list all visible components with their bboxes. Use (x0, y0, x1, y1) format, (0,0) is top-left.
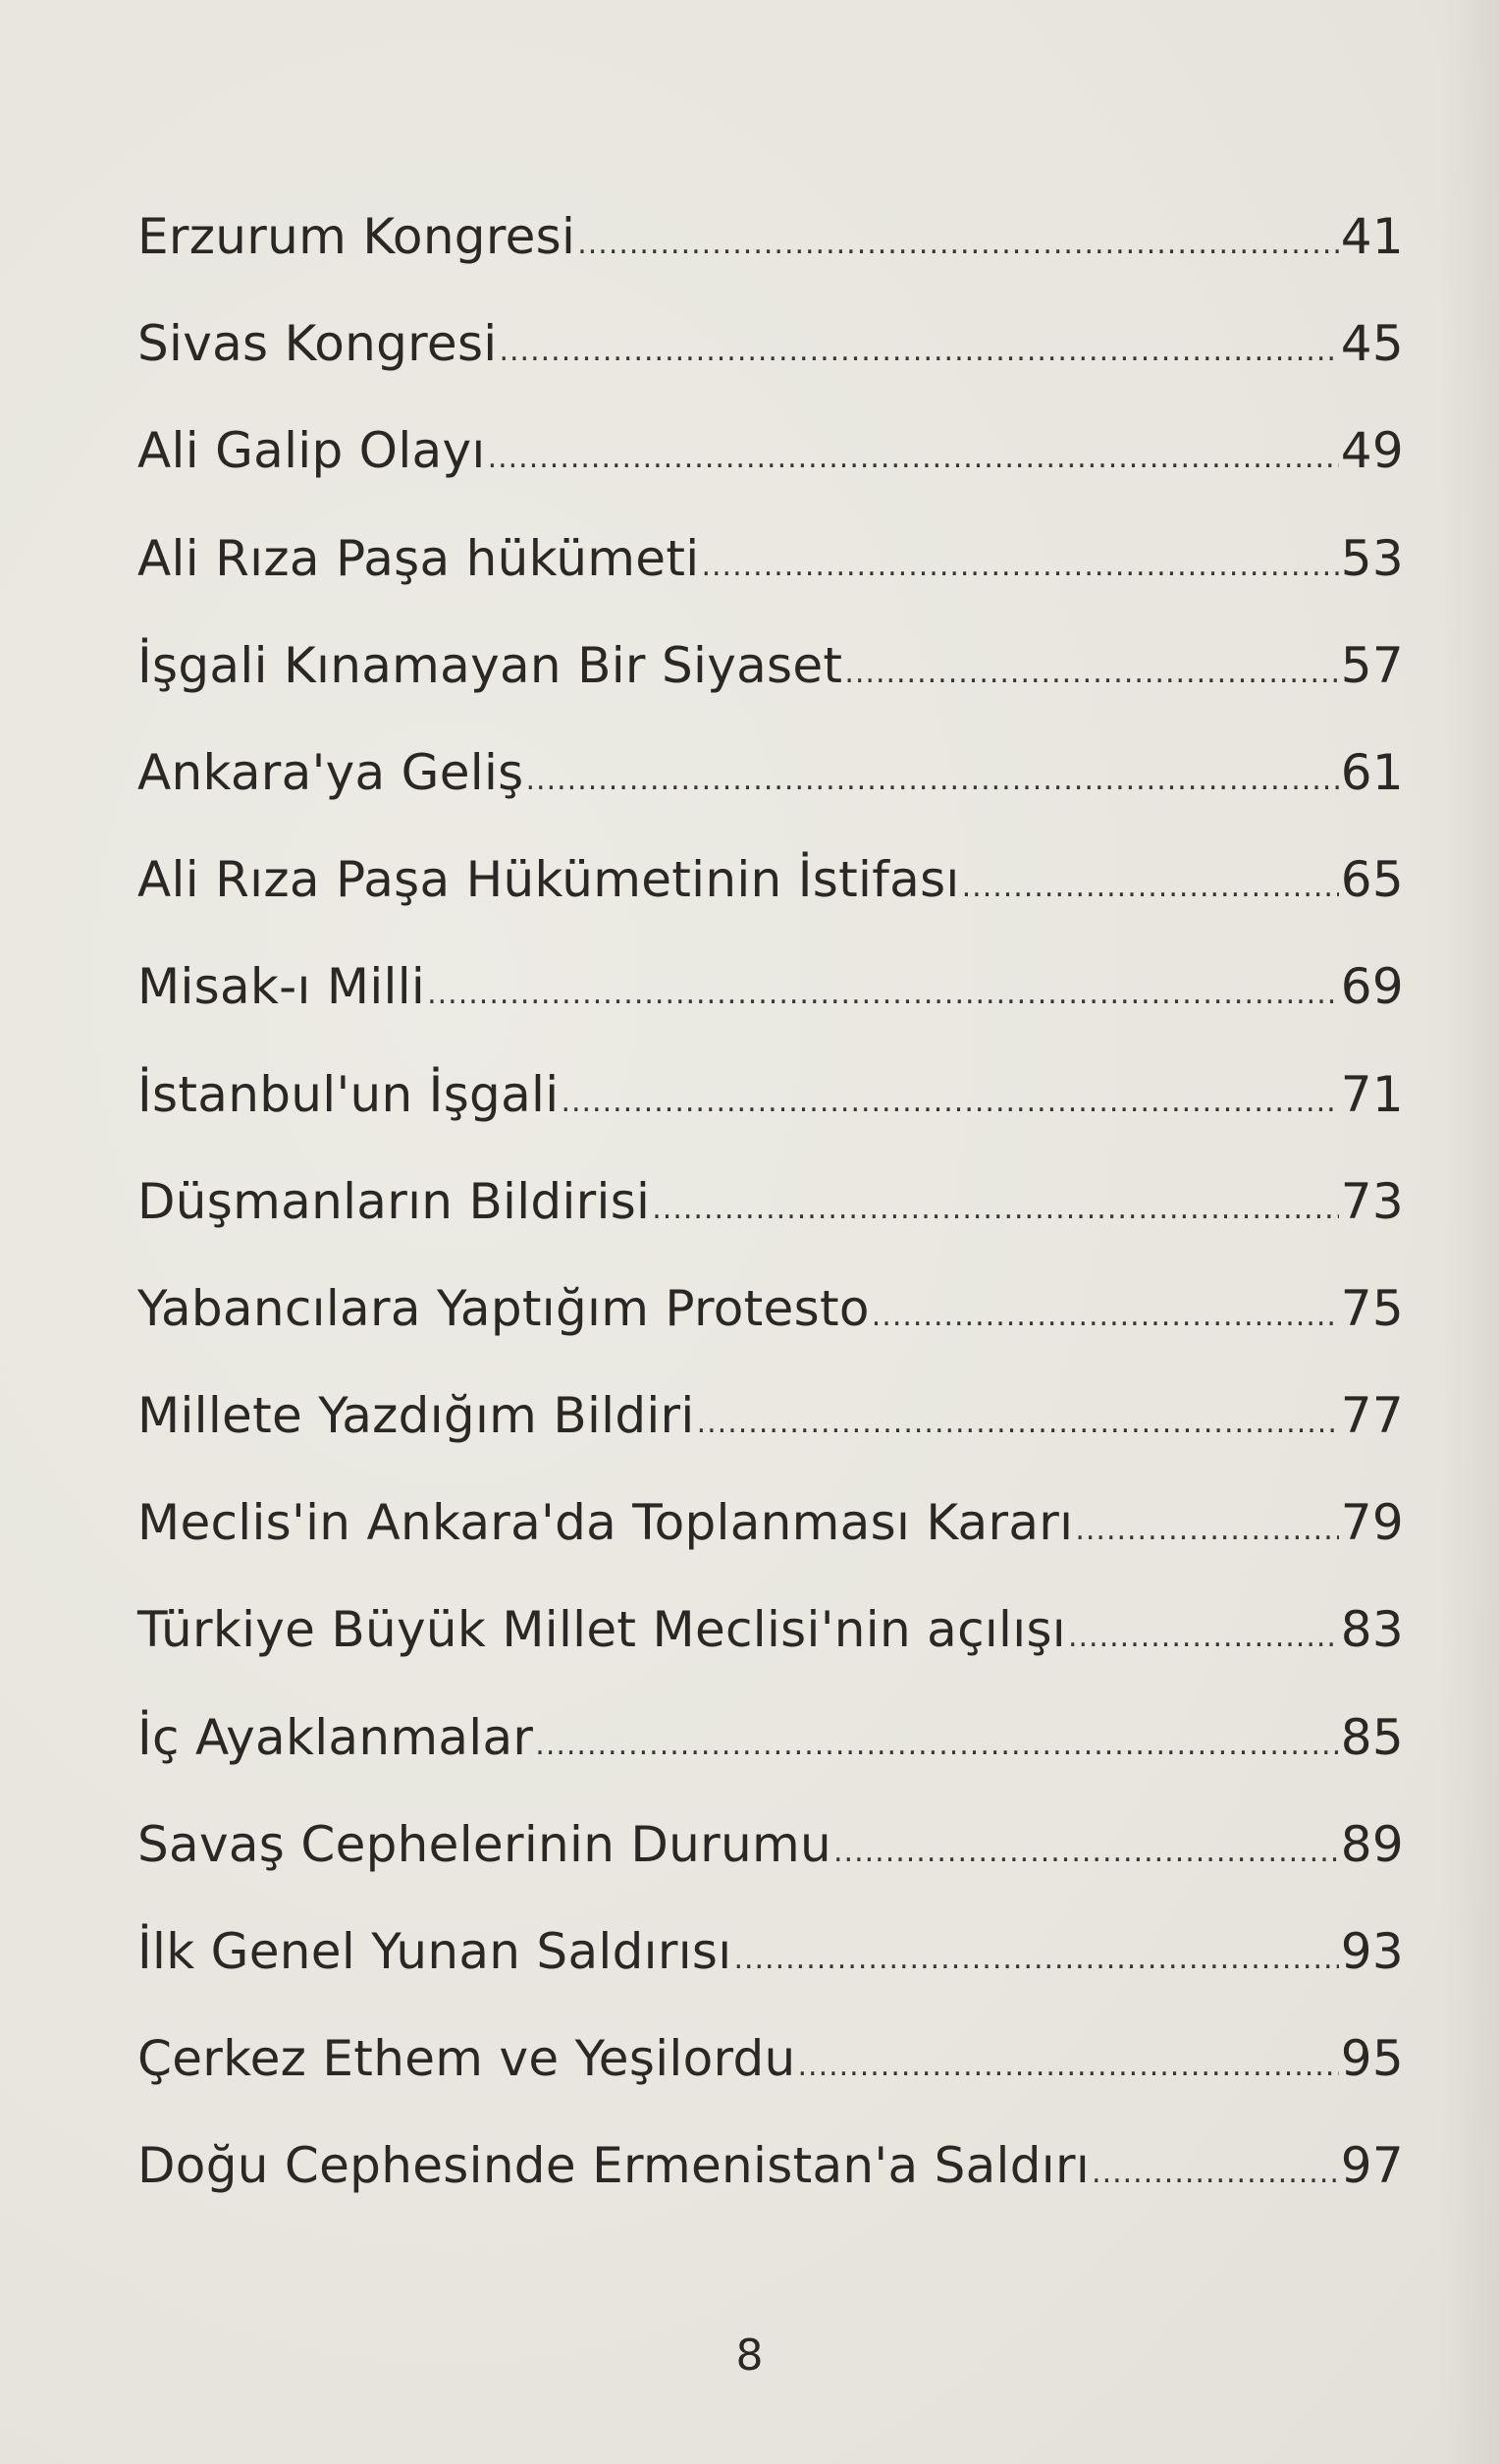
toc-leader-dots (577, 227, 1339, 261)
toc-leader-dots (488, 441, 1339, 475)
toc-entry (137, 744, 1404, 851)
toc-entry (137, 1387, 1404, 1494)
toc-leader-dots (1075, 1513, 1338, 1547)
toc-entry (137, 208, 1404, 315)
toc-entry-title: Ankara'ya Geliş (137, 743, 524, 801)
toc-leader-dots (499, 334, 1338, 368)
toc-entry-page: 95 (1340, 2030, 1404, 2088)
toc-entry-title: Ali Rıza Paşa hükümeti (137, 529, 700, 587)
toc-entry-title: Doğu Cephesinde Ermenistan'a Saldırı (137, 2137, 1091, 2195)
toc-entry-title: İstanbul'un İşgali (137, 1065, 560, 1123)
page-number: 8 (735, 2330, 764, 2381)
toc-entry-page: 75 (1340, 1279, 1404, 1337)
toc-entry-page: 85 (1340, 1708, 1404, 1766)
toc-entry-page: 83 (1340, 1601, 1404, 1659)
toc-entry (137, 637, 1404, 744)
toc-entry-page: 71 (1340, 1065, 1404, 1123)
toc-entry (137, 1601, 1404, 1708)
toc-entry-title: Ali Rıza Paşa Hükümetinin İstifası (137, 851, 960, 909)
toc-entry-title: Çerkez Ethem ve Yeşilordu (137, 2030, 796, 2088)
toc-entry-page: 97 (1340, 2137, 1404, 2195)
toc-entry (137, 315, 1404, 422)
toc-leader-dots (733, 1942, 1338, 1976)
toc-entry-page: 77 (1340, 1387, 1404, 1445)
toc-entry (137, 1709, 1404, 1816)
toc-entry-page: 45 (1340, 315, 1404, 373)
toc-entry (137, 1494, 1404, 1601)
toc-entry-page: 69 (1340, 958, 1404, 1016)
toc-entry (137, 2030, 1404, 2137)
toc-leader-dots (798, 2049, 1339, 2083)
toc-leader-dots (701, 549, 1338, 583)
toc-entry-title: Düşmanların Bildirisi (137, 1172, 651, 1230)
toc-entry (137, 530, 1404, 637)
toc-leader-dots (833, 1835, 1339, 1869)
toc-entry (137, 1173, 1404, 1280)
toc-leader-dots (1068, 1620, 1339, 1654)
toc-entry-page: 73 (1340, 1172, 1404, 1230)
toc-leader-dots (561, 1085, 1338, 1119)
toc-entry-title: İç Ayaklanmalar (137, 1708, 534, 1766)
toc-entry-page: 93 (1340, 1923, 1404, 1980)
toc-leader-dots (872, 1299, 1339, 1333)
toc-entry-page: 89 (1340, 1815, 1404, 1873)
toc-entry (137, 851, 1404, 958)
toc-entry-title: Yabancılara Yaptığım Protesto (137, 1279, 870, 1337)
toc-entry-title: Sivas Kongresi (137, 315, 498, 373)
toc-entry-page: 79 (1340, 1494, 1404, 1552)
toc-leader-dots (1092, 2156, 1339, 2190)
toc-entry-title: Millete Yazdığım Bildiri (137, 1387, 695, 1445)
toc-leader-dots (427, 977, 1339, 1011)
toc-entry-page: 57 (1340, 636, 1404, 694)
toc-entry-page: 61 (1340, 743, 1404, 801)
toc-entry (137, 422, 1404, 529)
toc-entry (137, 1280, 1404, 1387)
toc-leader-dots (697, 1406, 1339, 1440)
toc-leader-dots (526, 763, 1339, 797)
toc-entry (137, 958, 1404, 1065)
toc-entry-title: Misak-ı Milli (137, 958, 426, 1016)
toc-entry-page: 41 (1340, 208, 1404, 265)
toc-entry-title: İşgali Kınamayan Bir Siyaset (137, 636, 843, 694)
toc-leader-dots (844, 656, 1338, 690)
toc-entry (137, 1816, 1404, 1923)
toc-entry-title: İlk Genel Yunan Saldırısı (137, 1923, 732, 1980)
toc-entry-page: 49 (1340, 422, 1404, 480)
toc-entry (137, 1923, 1404, 2030)
toc-leader-dots (535, 1728, 1338, 1762)
toc-entry-title: Türkiye Büyük Millet Meclisi'nin açılışı (137, 1601, 1066, 1659)
toc-leader-dots (652, 1192, 1339, 1226)
toc-entry-title: Meclis'in Ankara'da Toplanması Kararı (137, 1494, 1074, 1552)
toc-entry-page: 65 (1340, 851, 1404, 909)
table-of-contents (137, 208, 1404, 2245)
page-edge-shadow (1440, 0, 1499, 2464)
toc-entry-title: Savaş Cephelerinin Durumu (137, 1815, 832, 1873)
toc-entry (137, 2137, 1404, 2244)
toc-entry-title: Erzurum Kongresi (137, 208, 576, 265)
toc-entry-page: 53 (1340, 529, 1404, 587)
toc-entry (137, 1066, 1404, 1173)
toc-leader-dots (962, 870, 1339, 904)
toc-entry-title: Ali Galip Olayı (137, 422, 486, 480)
